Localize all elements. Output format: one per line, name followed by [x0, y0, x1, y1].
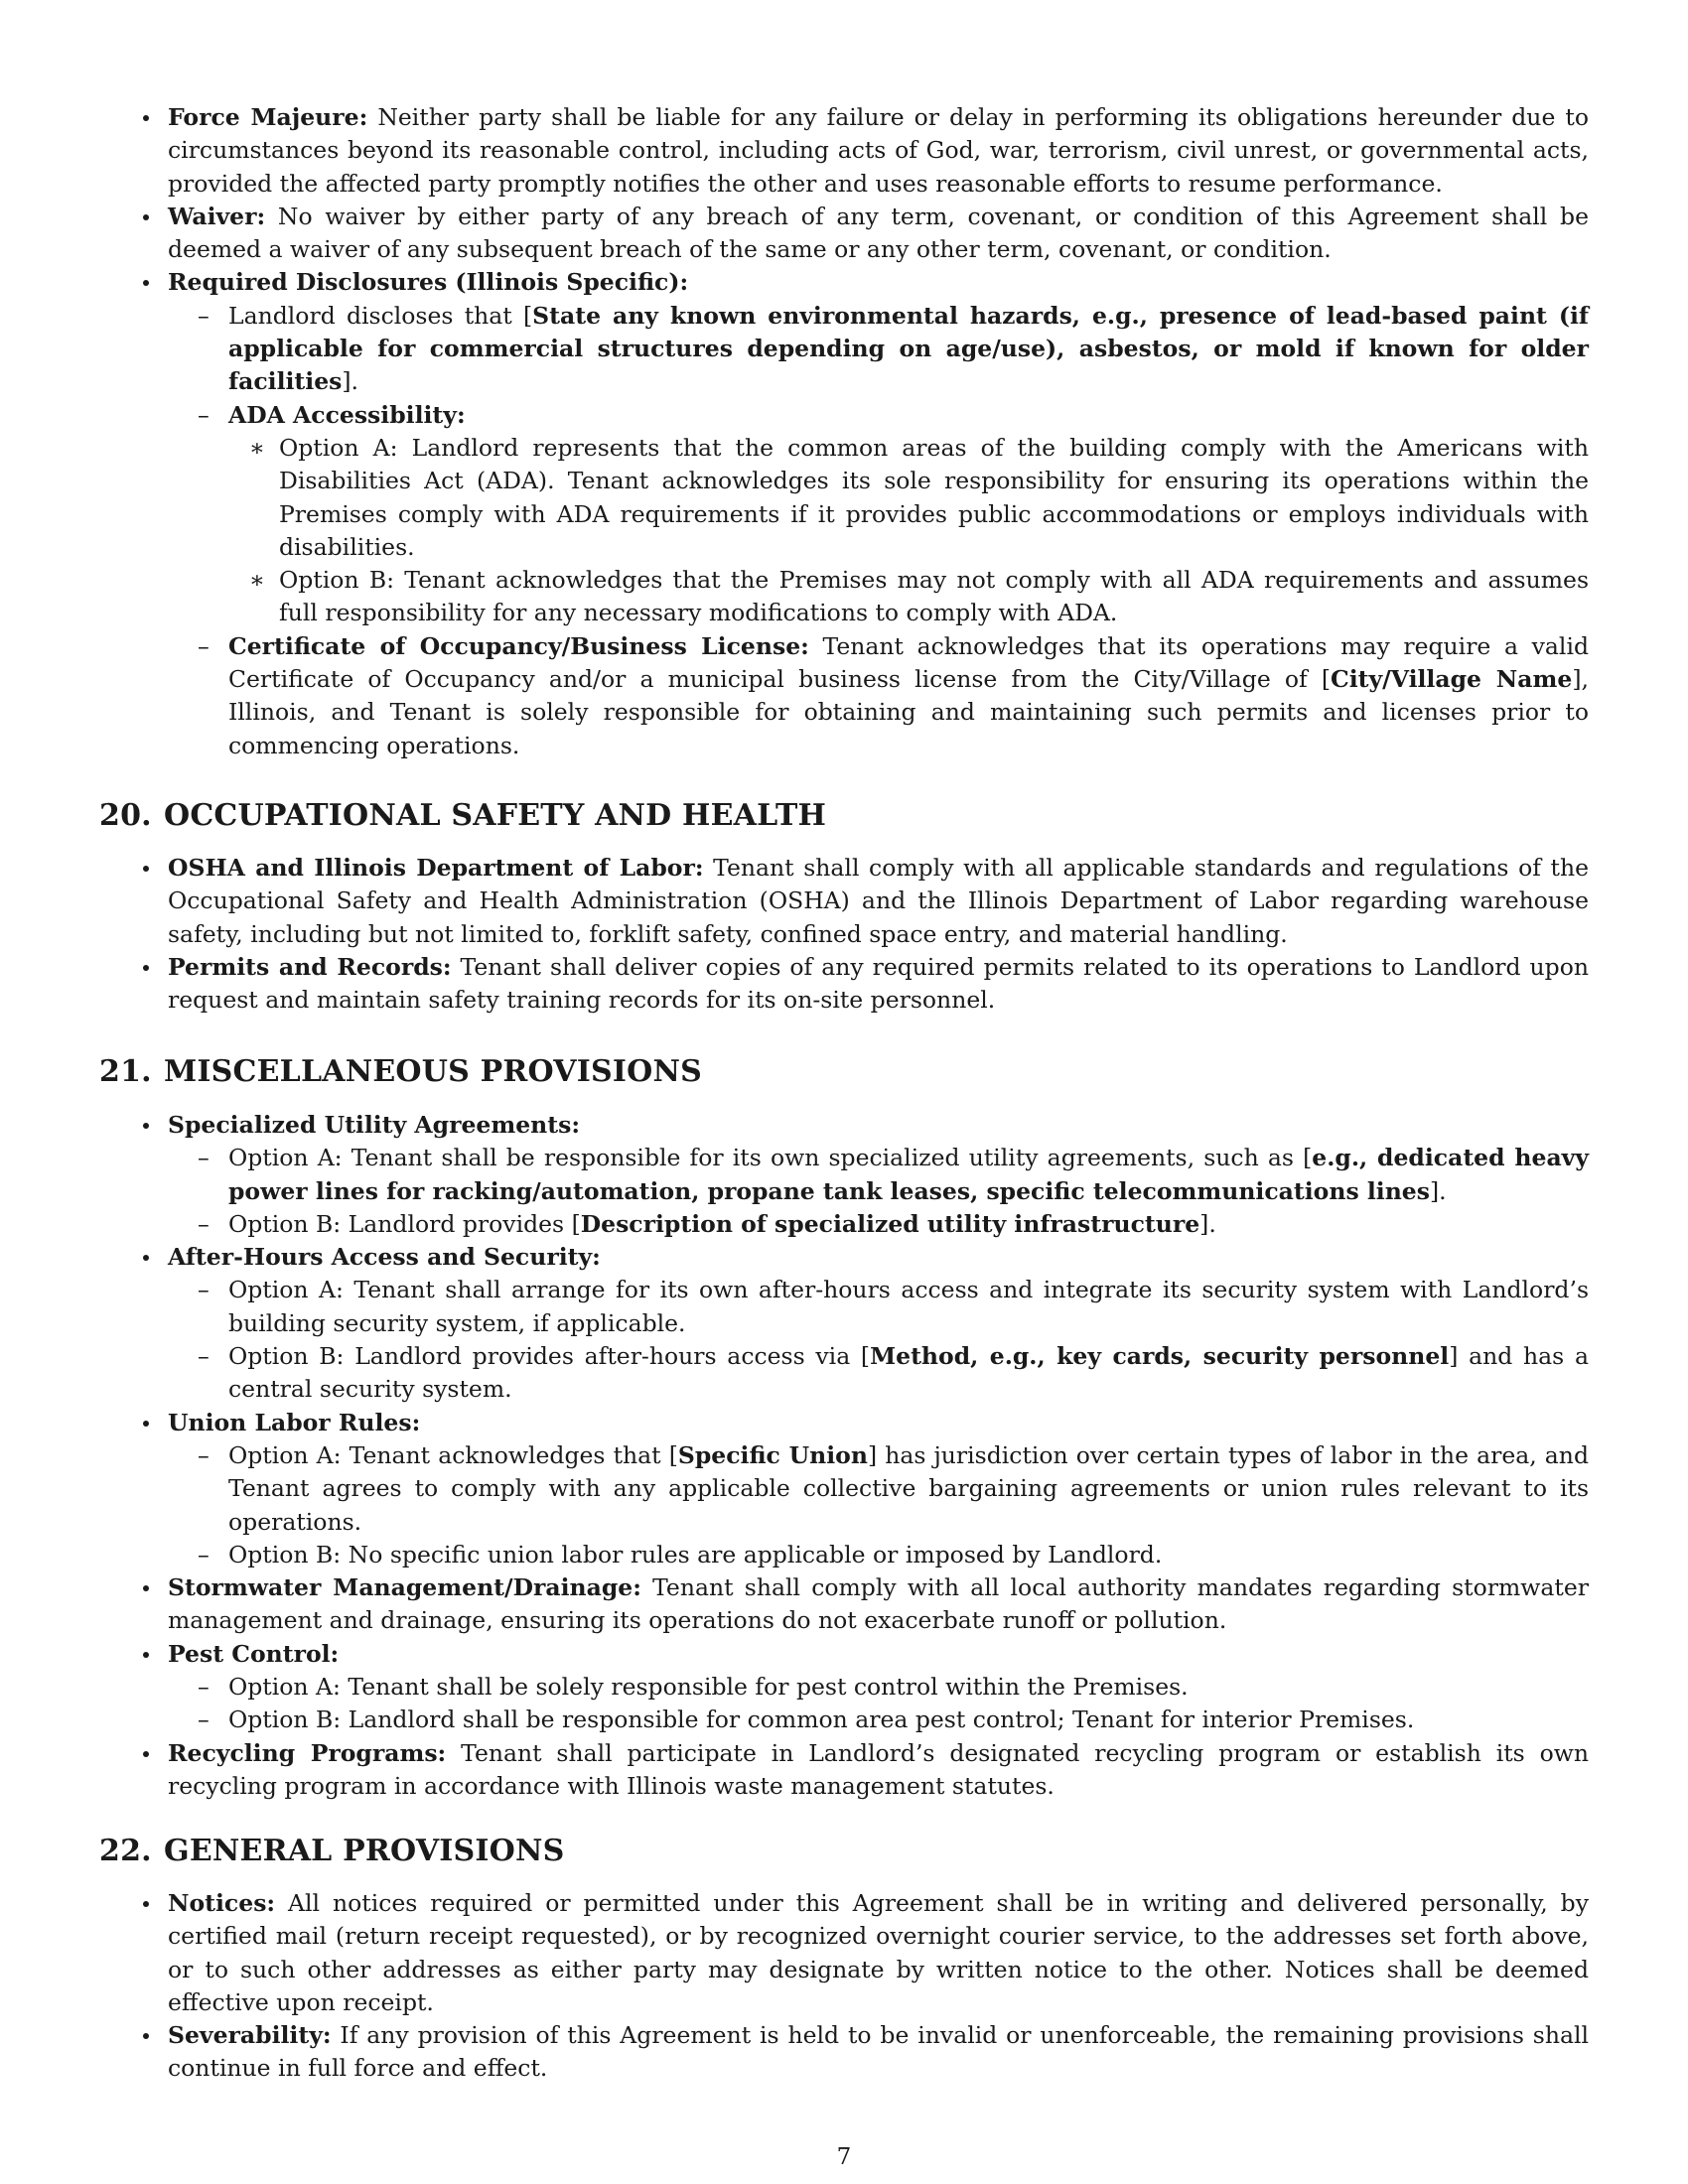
section-21-number: 21.	[99, 1054, 152, 1089]
osha-label: OSHA and Illinois Department of Labor:	[168, 854, 704, 882]
utility-option-a: – Option A: Tenant shall be responsible for its own specialized utility agreements, such as [e.g., dedicated heavy power lines for racking/automation, propane tank leases, specific telecommunications lines].	[228, 1142, 1589, 1208]
union-option-a: – Option A: Tenant acknowledges that [Specific Union] has jurisdiction over certain types of labor in the area, and Tenant agrees to comply with any applicable collective bargaining agreements or union rules relevant to its operations.	[228, 1439, 1589, 1539]
section-21-heading	[99, 1052, 702, 1092]
section-22-number: 22.	[99, 1834, 152, 1868]
after-hours-label: After-Hours Access and Security:	[168, 1243, 601, 1272]
waiver-label: Waiver:	[168, 202, 266, 230]
waiver-text: No waiver by either party of any breach of any term, covenant, or condition of this Agreement shall be deemed a waiver of any subsequent breach of the same or any other term, covenant, or condition.	[168, 202, 1589, 264]
notices-text: All notices required or permitted under this Agreement shall be in writing and delivered personally, by certified mail (return receipt requested), or by recognized overnight courier service, to the addresses set forth above, or to such other addresses as either party may designate by written notice to the other. Notices shall be deemed effective upon receipt.	[168, 1889, 1589, 2016]
section-20-list	[168, 852, 1589, 1017]
permits-records-item	[168, 951, 1589, 1018]
union-labor-item	[168, 1407, 1589, 1571]
city-village-placeholder: City/Village Name	[1331, 665, 1573, 694]
section-22-title: GENERAL PROVISIONS	[164, 1834, 565, 1868]
after-hours-option-a: – Option A: Tenant shall arrange for its own after-hours access and integrate its security system with Landlord’s building security system, if applicable.	[228, 1274, 1589, 1340]
environmental-placeholder: State any known environmental hazards, e.g., presence of lead-based paint (if applicable for commercial structures depending on age/use), asbestos, or mold if known for older facilities	[228, 301, 1589, 396]
utility-option-b-placeholder: Description of specialized utility infrastructure	[580, 1209, 1200, 1238]
after-hours-method-placeholder: Method, e.g., key cards, security personnel	[870, 1342, 1450, 1371]
section-20-number: 20.	[99, 798, 152, 833]
utility-option-a-placeholder: e.g., dedicated heavy power lines for racking/automation, propane tank leases, specific telecommunications lines	[228, 1144, 1589, 1205]
ada-option-b: ∗ Option B: Tenant acknowledges that the Premises may not comply with all ADA requirements and assumes full responsibility for any necessary modifications to comply with ADA.	[279, 564, 1589, 630]
utility-options-list	[228, 1142, 1589, 1241]
stormwater-item	[168, 1571, 1589, 1638]
ada-option-a: ∗ Option A: Landlord represents that the common areas of the building comply with the Americans with Disabilities Act (ADA). Tenant acknowledges its sole responsibility for ensuring its operations within the Premises comply with ADA requirements if it provides public accommodations or employs individuals with disabilities.	[279, 432, 1589, 564]
general-bullets-list	[168, 101, 1589, 762]
severability-label: Severability:	[168, 2021, 332, 2050]
ada-accessibility-item	[228, 399, 1589, 630]
permits-records-text: Tenant shall deliver copies of any required permits related to its operations to Landlord upon request and maintain safety training records for its on-site personnel.	[168, 952, 1589, 1015]
notices-item	[168, 1887, 1589, 2019]
severability-item	[168, 2019, 1589, 2086]
force-majeure-text: Neither party shall be liable for any failure or delay in performing its obligations hereunder due to circumstances beyond its reasonable control, including acts of God, war, terrorism, civil unrest, or governmental acts, provided the affected party promptly notifies the other and uses reasonable efforts to resume performance.	[168, 103, 1589, 198]
force-majeure-item	[168, 101, 1589, 201]
pest-options-list	[228, 1671, 1589, 1737]
notices-label: Notices:	[168, 1889, 276, 1917]
section-22-heading	[99, 1832, 564, 1871]
force-majeure-label: Force Majeure:	[168, 103, 368, 131]
page-number: 7	[836, 2144, 852, 2170]
permits-records-label: Permits and Records:	[168, 952, 452, 981]
pest-option-b: – Option B: Landlord shall be responsible for common area pest control; Tenant for interior Premises.	[228, 1704, 1589, 1736]
disclosures-sublist	[228, 300, 1589, 762]
specific-union-placeholder: Specific Union	[677, 1440, 868, 1469]
required-disclosures-label: Required Disclosures (Illinois Specific):	[168, 268, 689, 297]
union-labor-label: Union Labor Rules:	[168, 1408, 421, 1436]
recycling-item	[168, 1737, 1589, 1804]
section-20-title: OCCUPATIONAL SAFETY AND HEALTH	[164, 798, 827, 833]
after-hours-options-list	[228, 1274, 1589, 1406]
waiver-item	[168, 201, 1589, 267]
pest-control-label: Pest Control:	[168, 1639, 340, 1668]
utility-option-b: – Option B: Landlord provides [Description of specialized utility infrastructure].	[228, 1208, 1589, 1241]
severability-text: If any provision of this Agreement is held to be invalid or unenforceable, the remaining provisions shall continue in full force and effect.	[168, 2021, 1589, 2083]
required-disclosures-item	[168, 266, 1589, 761]
pest-control-item	[168, 1638, 1589, 1737]
certificate-occupancy-item: – Certificate of Occupancy/Business License: Tenant acknowledges that its operations may require a valid Certificate of Occupancy and/or a municipal business license from the City/Village of [City/Village Name], Illinois, and Tenant is solely responsible for obtaining and maintaining such permits and licenses prior to commencing operations.	[228, 630, 1589, 762]
stormwater-text: Tenant shall comply with all local authority mandates regarding stormwater management and drainage, ensuring its operations do not exacerbate runoff or pollution.	[168, 1573, 1589, 1635]
after-hours-item	[168, 1241, 1589, 1406]
ada-options-list	[279, 432, 1589, 630]
union-option-b: – Option B: No specific union labor rules are applicable or imposed by Landlord.	[228, 1539, 1589, 1571]
osha-item	[168, 852, 1589, 951]
utility-agreements-label: Specialized Utility Agreements:	[168, 1111, 581, 1139]
utility-agreements-item	[168, 1109, 1589, 1241]
section-20-heading	[99, 796, 826, 836]
union-options-list	[228, 1439, 1589, 1571]
section-22-list	[168, 1887, 1589, 2086]
section-21-list	[168, 1109, 1589, 1803]
pest-option-a: – Option A: Tenant shall be solely responsible for pest control within the Premises.	[228, 1671, 1589, 1704]
osha-text: Tenant shall comply with all applicable standards and regulations of the Occupational Safety and Health Administration (OSHA) and the Illinois Department of Labor regarding warehouse safety, including but not limited to, forklift safety, confined space entry, and material handling.	[168, 854, 1589, 948]
certificate-occupancy-label: Certificate of Occupancy/Business License:	[228, 631, 809, 660]
ada-accessibility-label: ADA Accessibility:	[228, 400, 466, 429]
section-21-title: MISCELLANEOUS PROVISIONS	[164, 1054, 702, 1089]
recycling-label: Recycling Programs:	[168, 1738, 447, 1767]
stormwater-label: Stormwater Management/Drainage:	[168, 1573, 641, 1602]
after-hours-option-b: – Option B: Landlord provides after-hours access via [Method, e.g., key cards, security personnel] and has a central security system.	[228, 1340, 1589, 1407]
environmental-disclosure-item: – Landlord discloses that [State any known environmental hazards, e.g., presence of lead-based paint (if applicable for commercial structures depending on age/use), asbestos, or mold if known for older facilities].	[228, 300, 1589, 399]
recycling-text: Tenant shall participate in Landlord’s designated recycling program or establish its own recycling program in accordance with Illinois waste management statutes.	[168, 1738, 1589, 1800]
